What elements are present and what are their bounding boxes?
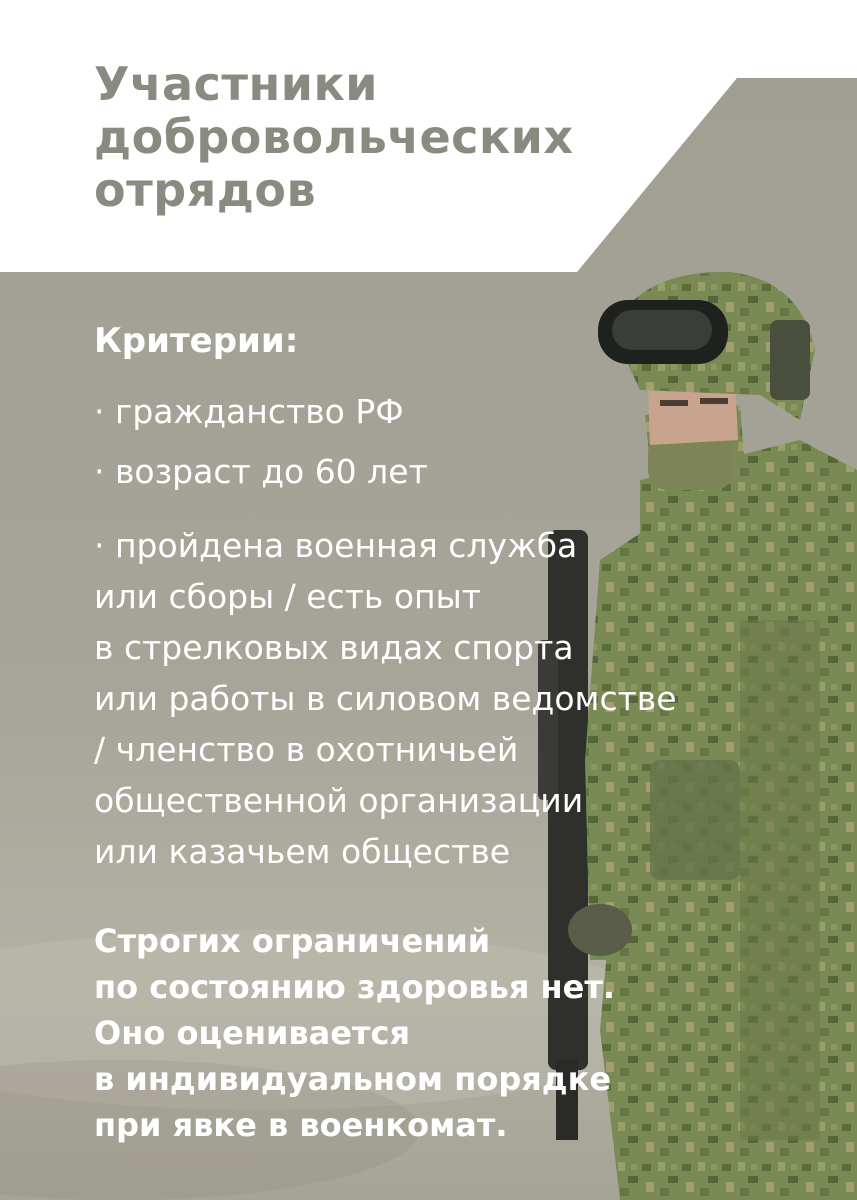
poster-heading: Участники добровольческих отрядов	[94, 57, 574, 217]
criteria-item-experience: · пройдена военная служба или сборы / есть опыт в стрелковых видах спорта или работы в силовом ведомстве / членство в охотничьей общественной организации или казачьем обществе	[94, 526, 677, 871]
criteria-label: Критерии:	[94, 321, 299, 361]
criteria-item-citizenship: · гражданство РФ	[94, 392, 404, 431]
health-note: Строгих ограничений по состоянию здоровья нет. Оно оценивается в индивидуальном порядке при явке в военкомат.	[94, 922, 616, 1144]
criteria-item-age: · возраст до 60 лет	[94, 452, 428, 491]
